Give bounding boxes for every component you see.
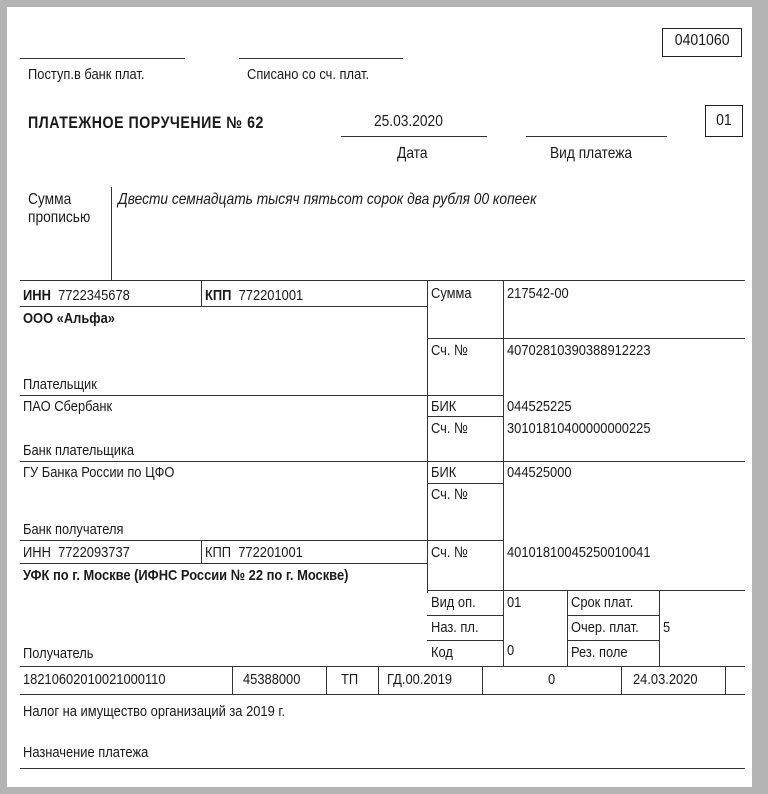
tax-doc-number: 0 (548, 671, 556, 688)
status-code-box (705, 105, 743, 137)
table-top-line (20, 280, 745, 281)
payer-inn-row-line (20, 306, 427, 307)
payer-bank-bik-value: 044525225 (507, 398, 572, 415)
debited-line (239, 58, 403, 59)
payee-inn-value: 7722093737 (58, 544, 130, 561)
payer-bottom-line (20, 395, 503, 396)
tax-row-bottom-line (20, 694, 745, 695)
operation-right-divider (659, 590, 660, 666)
payee-name: УФК по г. Москве (ИФНС России № 22 по г. Москве) (23, 567, 349, 584)
payee-kpp-value: 772201001 (238, 544, 303, 561)
payer-inn-value: 7722345678 (58, 287, 130, 304)
payer-inn (23, 287, 130, 305)
payee-bank-bik-line (427, 483, 503, 484)
payer-bank-bottom-line (20, 461, 745, 462)
priority-label: Очер. плат. (571, 619, 639, 636)
payee-account-value: 40101810045250010041 (507, 544, 651, 561)
tax-divider-4 (482, 666, 483, 694)
payee-account-label: Сч. № (431, 544, 468, 561)
payment-order-sheet (7, 7, 752, 787)
payee-kpp (205, 544, 303, 562)
payee-kpp-label: КПП (205, 544, 232, 561)
tax-divider-6 (725, 666, 726, 694)
amount-words-value: Двести семнадцать тысяч пятьсот сорок два рубля 00 копеек (118, 191, 537, 208)
operation-right-line-1 (567, 615, 659, 616)
page-title: ПЛАТЕЖНОЕ ПОРУЧЕНИЕ № 62 (28, 114, 264, 132)
operation-row-line-2 (427, 640, 503, 641)
debited-label: Списано со сч. плат. (247, 66, 370, 83)
payee-bank-bottom-line (20, 540, 503, 541)
payer-name: ООО «Альфа» (23, 310, 115, 327)
status-code: 01 (716, 112, 732, 129)
payer-bank-account-label: Сч. № (431, 420, 468, 437)
tax-oktmo: 45388000 (243, 671, 301, 688)
payee-bank-bik-label: БИК (431, 464, 457, 481)
payer-bank-name: ПАО Сбербанк (23, 398, 113, 415)
tax-basis: ТП (341, 671, 359, 688)
payee-inn (23, 544, 130, 562)
date-label: Дата (397, 145, 428, 162)
received-line (20, 58, 185, 59)
tax-period: ГД.00.2019 (387, 671, 453, 688)
payee-bank-role-label: Банк получателя (23, 521, 124, 538)
sum-row-line (427, 338, 745, 339)
payer-bank-bik-label: БИК (431, 398, 457, 415)
form-code: 0401060 (674, 32, 730, 49)
payer-bank-bik-line (427, 416, 503, 417)
code-value: 0 (507, 642, 515, 659)
op-type-label: Вид оп. (431, 594, 476, 611)
payer-sum-value: 217542-00 (507, 285, 569, 302)
priority-value: 5 (663, 619, 671, 636)
purpose-label: Назначение платежа (23, 744, 149, 761)
payer-account-label: Сч. № (431, 342, 468, 359)
op-type-value: 01 (507, 594, 522, 611)
payer-kpp-label: КПП (205, 287, 232, 304)
payer-sum-label: Сумма (431, 285, 472, 302)
received-label: Поступ.в банк плат. (28, 66, 145, 83)
payer-account-value: 40702810390388912223 (507, 342, 651, 359)
amount-words-divider (111, 187, 112, 280)
payee-bank-name: ГУ Банка России по ЦФО (23, 464, 175, 481)
tax-divider-3 (378, 666, 379, 694)
reserve-label: Рез. поле (571, 644, 628, 661)
payee-inn-label: ИНН (23, 544, 51, 561)
payer-bank-account-value: 30101810400000000225 (507, 420, 651, 437)
payee-inn-row-line (20, 563, 427, 564)
payer-inn-kpp-divider (201, 280, 202, 306)
payee-role-label: Получатель (23, 645, 94, 662)
tax-divider-1 (232, 666, 233, 694)
payee-inn-kpp-divider (201, 540, 202, 563)
operation-right-line-2 (567, 640, 659, 641)
operation-mid-divider (567, 590, 568, 666)
tax-row-top-line (20, 666, 745, 667)
tax-doc-date: 24.03.2020 (633, 671, 698, 688)
payment-type-label: Вид платежа (550, 145, 633, 162)
payee-bank-bik-value: 044525000 (507, 464, 572, 481)
left-right-divider (427, 280, 428, 593)
payer-kpp-value: 772201001 (238, 287, 304, 304)
operation-top-line (427, 590, 745, 591)
purpose-text: Налог на имущество организаций за 2019 г. (23, 703, 286, 720)
code-label: Код (431, 644, 453, 661)
form-code-box (662, 28, 742, 57)
payment-type-line (526, 136, 667, 137)
date-value: 25.03.2020 (374, 113, 443, 130)
payer-bank-role-label: Банк плательщика (23, 442, 135, 459)
term-label: Срок плат. (571, 594, 634, 611)
amount-words-label-2: прописью (28, 209, 91, 226)
tax-kbk: 18210602010021000110 (23, 671, 166, 688)
operation-row-line-1 (427, 615, 503, 616)
payee-bank-account-label: Сч. № (431, 486, 468, 503)
purpose-code-label: Наз. пл. (431, 619, 479, 636)
tax-divider-2 (326, 666, 327, 694)
payer-kpp (205, 287, 303, 305)
amount-words-label-1: Сумма (28, 191, 72, 208)
date-line (341, 136, 487, 137)
payer-role-label: Плательщик (23, 376, 97, 393)
payer-inn-label: ИНН (23, 287, 51, 304)
purpose-bottom-line (20, 768, 745, 769)
tax-divider-5 (621, 666, 622, 694)
